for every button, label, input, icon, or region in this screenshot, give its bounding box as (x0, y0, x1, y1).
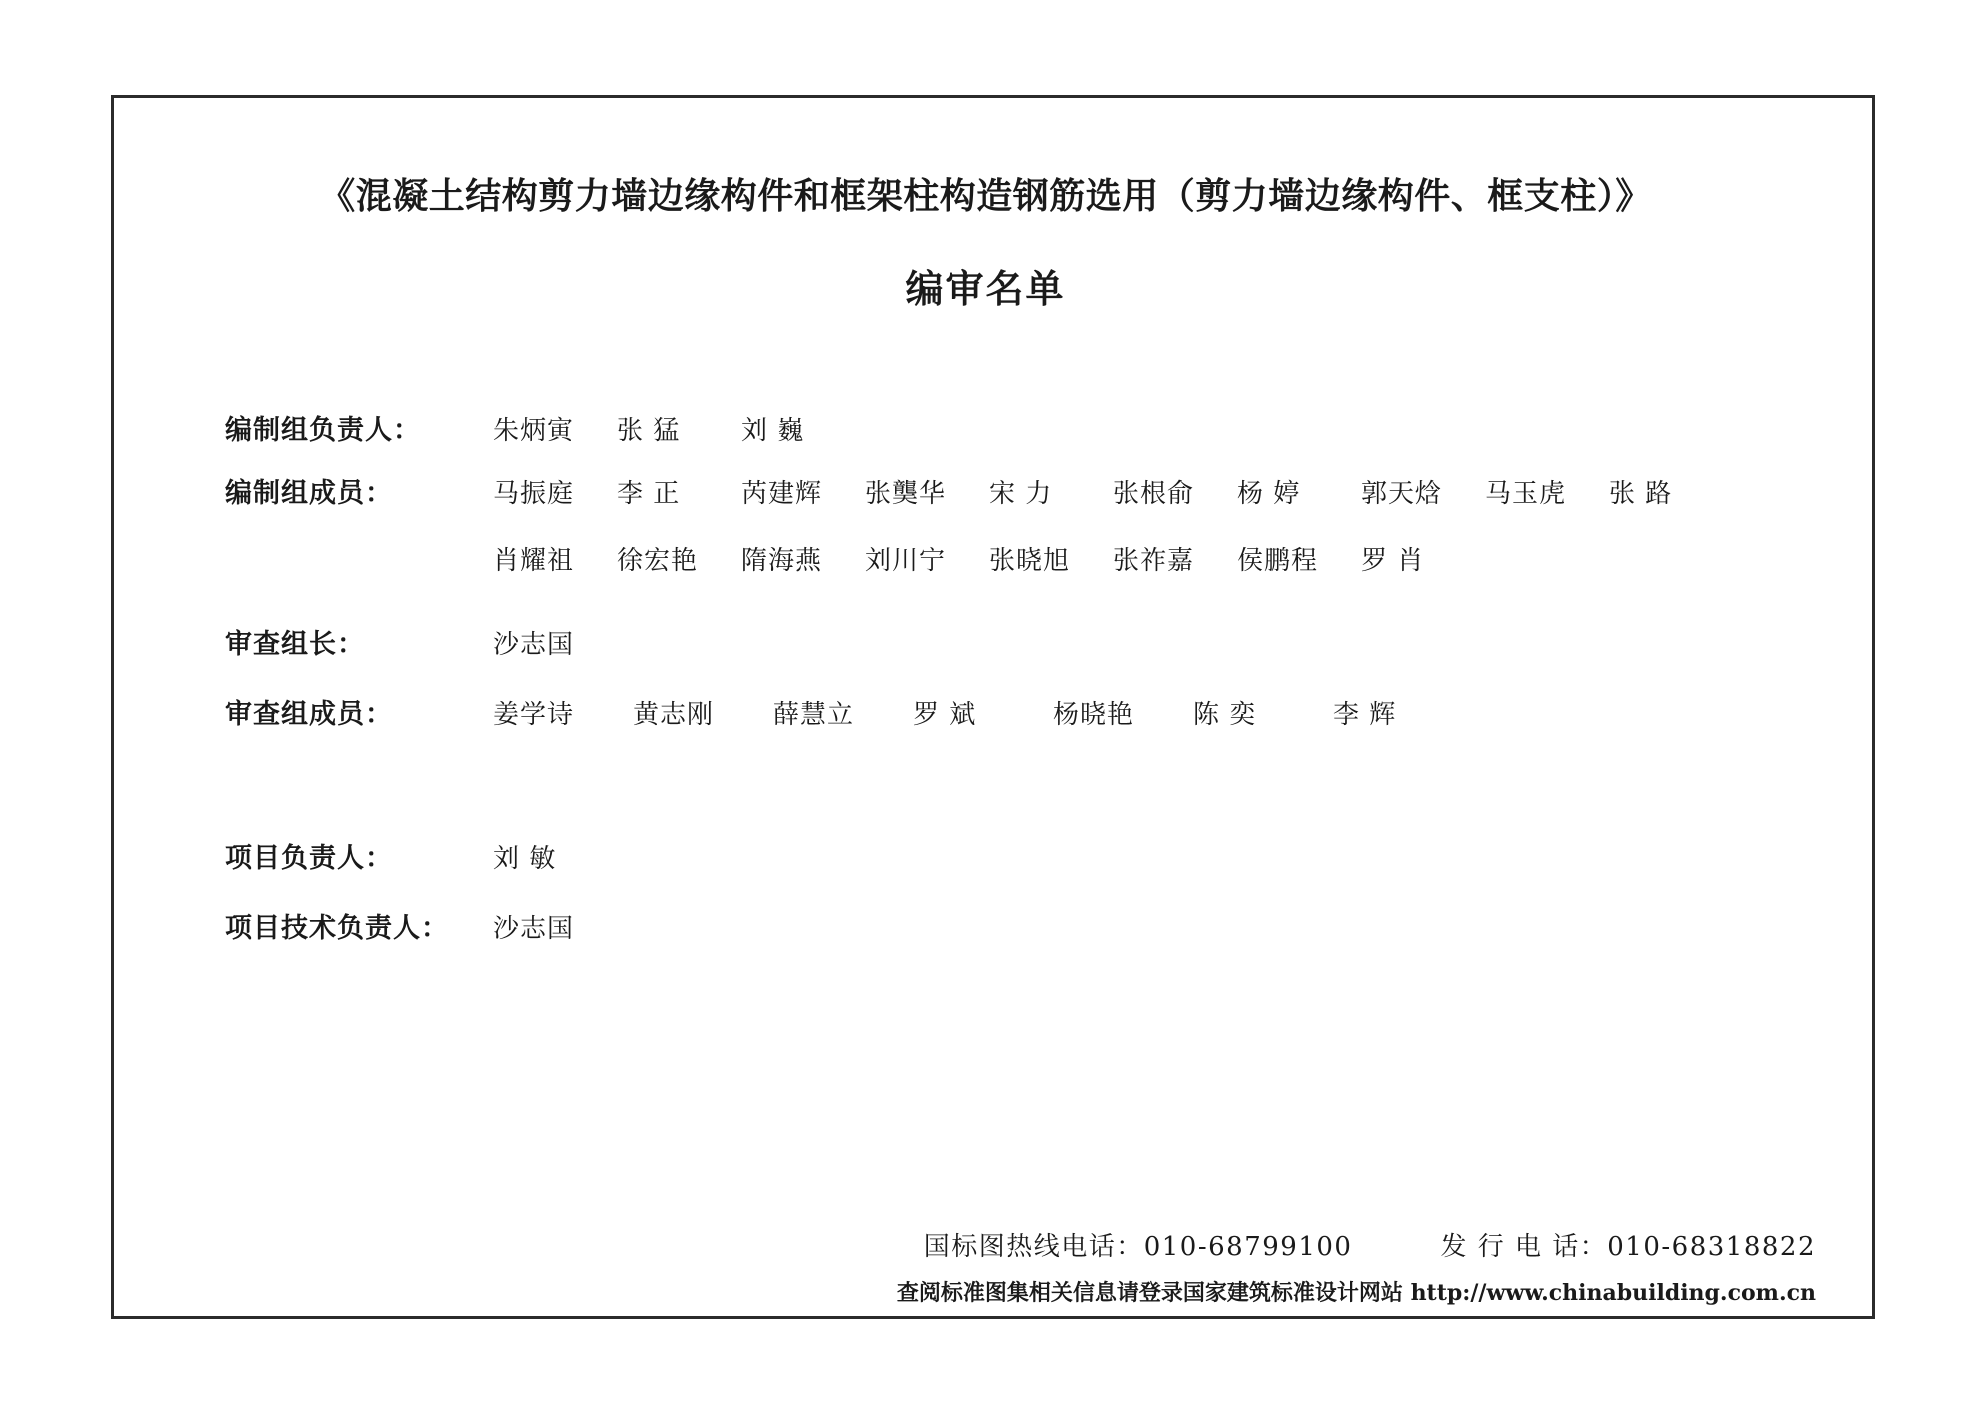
person-name: 侯鹏程 (1237, 546, 1319, 576)
roster-row-technical-lead (225, 906, 1733, 945)
person-name: 张根俞 (1113, 479, 1195, 509)
document-subtitle: 编审名单 (905, 267, 1066, 311)
role-label: 编制组成员： (225, 478, 393, 509)
person-name: 刘 敏 (493, 844, 557, 874)
roster-row-compile-lead (225, 408, 1733, 447)
person-name: 刘川宁 (865, 546, 947, 576)
footer-phone-line (924, 1226, 1816, 1263)
person-name: 张 路 (1609, 479, 1673, 509)
name-list (493, 410, 1733, 447)
roster-row-compile-members (225, 471, 1733, 577)
name-list (493, 473, 1733, 577)
person-name: 宋 力 (989, 479, 1053, 509)
person-name: 徐宏艳 (617, 546, 699, 576)
person-name: 朱炳寅 (493, 416, 575, 446)
hotline-number: 010-68799100 (1143, 1232, 1353, 1262)
person-name: 姜学诗 (493, 700, 575, 730)
document-title: 《混凝土结构剪力墙边缘构件和框架柱构造钢筋选用（剪力墙边缘构件、框支柱）》 (319, 176, 1652, 217)
person-name: 薛慧立 (773, 700, 855, 730)
person-name: 沙志国 (493, 630, 575, 660)
name-list (493, 908, 1733, 945)
person-name: 陈 奕 (1193, 700, 1257, 730)
person-name: 杨 婷 (1237, 479, 1301, 509)
issue-phone-number: 010-68318822 (1607, 1232, 1816, 1262)
person-name: 李 正 (617, 479, 681, 509)
roster-row-review-lead (225, 622, 1733, 661)
role-label: 项目技术负责人： (225, 913, 449, 944)
person-name: 张晓旭 (989, 546, 1071, 576)
role-label: 编制组负责人： (225, 415, 421, 446)
roster-row-project-lead (225, 836, 1733, 875)
footer-website-line: 查阅标准图集相关信息请登录国家建筑标准设计网站 http://www.chinabuilding.com.cn (896, 1280, 1816, 1306)
role-label: 审查组长： (225, 629, 365, 660)
person-name: 杨晓艳 (1053, 700, 1135, 730)
person-name: 郭天焓 (1361, 479, 1443, 509)
role-label: 审查组成员： (225, 699, 393, 730)
person-name: 沙志国 (493, 914, 575, 944)
person-name: 李 辉 (1333, 700, 1397, 730)
person-name: 张 猛 (617, 416, 681, 446)
name-list (493, 694, 1733, 731)
person-name: 马玉虎 (1485, 479, 1567, 509)
person-name: 黄志刚 (633, 700, 715, 730)
person-name: 张祚嘉 (1113, 546, 1195, 576)
role-label: 项目负责人： (225, 843, 393, 874)
name-list (493, 838, 1733, 875)
person-name: 罗 斌 (913, 700, 977, 730)
person-name: 罗 肖 (1361, 546, 1425, 576)
name-list (493, 624, 1733, 661)
person-name: 马振庭 (493, 479, 575, 509)
issue-phone-label: 发 行 电 话： (1440, 1232, 1608, 1262)
person-name: 张龑华 (865, 479, 947, 509)
person-name: 隋海燕 (741, 546, 823, 576)
person-name: 肖耀祖 (493, 546, 575, 576)
hotline-label: 国标图热线电话： (923, 1232, 1144, 1262)
roster-row-review-members (225, 692, 1733, 731)
person-name: 芮建辉 (741, 479, 823, 509)
person-name: 刘 巍 (741, 416, 805, 446)
